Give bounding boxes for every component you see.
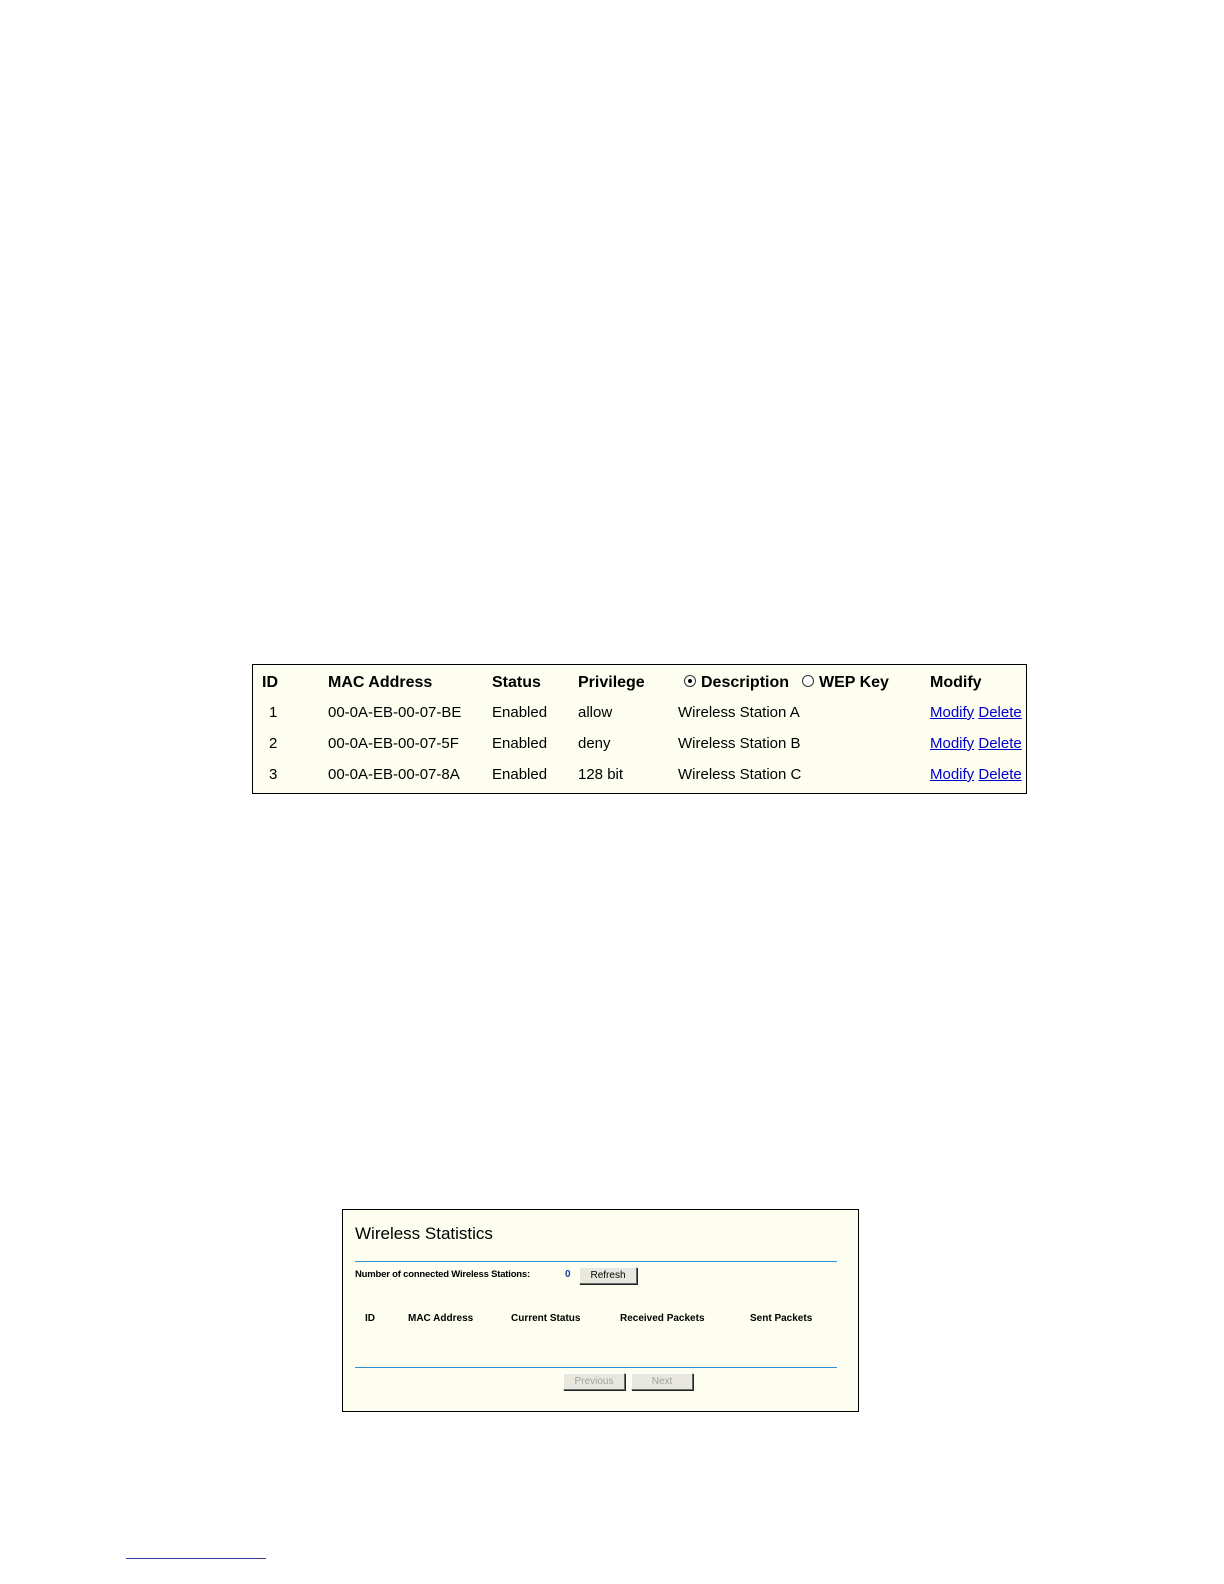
page-title: Wireless Statistics [355, 1224, 493, 1243]
wep-key-radio-label: WEP Key [819, 674, 889, 691]
mac-filter-table [252, 664, 1027, 794]
wireless-statistics-panel [342, 1209, 859, 1412]
row-id: 2 [269, 735, 278, 752]
col-header-modify: Modify [930, 674, 982, 691]
row-privilege: 128 bit [578, 766, 624, 783]
table-bottom-divider [355, 1367, 837, 1368]
row-mac-address: 00-0A-EB-00-07-BE [328, 704, 462, 721]
connected-stations-count: 0 [565, 1269, 571, 1280]
col-header-id: ID [262, 674, 278, 691]
row-status: Enabled [492, 735, 548, 752]
row-description: Wireless Station A [678, 704, 800, 721]
row-actions [930, 703, 1022, 723]
modify-link[interactable]: Modify [930, 704, 975, 721]
delete-link[interactable]: Delete [978, 735, 1022, 752]
row-privilege: deny [578, 735, 611, 752]
row-actions [930, 734, 1022, 754]
delete-link[interactable]: Delete [978, 766, 1022, 783]
stats-col-header-current-status: Current Status [511, 1313, 581, 1324]
table-row [253, 734, 1026, 754]
stats-col-header-received-packets: Received Packets [620, 1313, 705, 1324]
refresh-button[interactable]: Refresh [579, 1267, 637, 1284]
row-id: 1 [269, 704, 278, 721]
wep-key-radio[interactable] [802, 675, 814, 687]
row-description: Wireless Station B [678, 735, 801, 752]
row-status: Enabled [492, 704, 548, 721]
col-header-mac-address: MAC Address [328, 674, 433, 691]
next-button[interactable]: Next [631, 1373, 693, 1390]
description-radio[interactable] [684, 675, 696, 687]
connected-stations-label: Number of connected Wireless Stations: [355, 1269, 530, 1280]
row-mac-address: 00-0A-EB-00-07-5F [328, 735, 459, 752]
footnote-divider [126, 1558, 266, 1559]
table-row [253, 765, 1026, 785]
row-actions [930, 765, 1022, 785]
modify-link[interactable]: Modify [930, 735, 975, 752]
table-row [253, 703, 1026, 723]
col-header-privilege: Privilege [578, 674, 645, 691]
row-id: 3 [269, 766, 278, 783]
row-privilege: allow [578, 704, 613, 721]
previous-button[interactable]: Previous [563, 1373, 625, 1390]
modify-link[interactable]: Modify [930, 766, 975, 783]
stats-col-header-id: ID [365, 1313, 375, 1324]
delete-link[interactable]: Delete [978, 704, 1022, 721]
row-mac-address: 00-0A-EB-00-07-8A [328, 766, 460, 783]
table-header-row [253, 673, 1026, 693]
stats-col-header-mac-address: MAC Address [408, 1313, 474, 1324]
row-status: Enabled [492, 766, 548, 783]
col-header-status: Status [492, 674, 541, 691]
description-radio-option[interactable] [684, 673, 789, 693]
description-radio-label: Description [701, 674, 790, 691]
wep-key-radio-option[interactable] [802, 673, 889, 693]
title-divider [355, 1261, 837, 1262]
stats-col-header-sent-packets: Sent Packets [750, 1313, 813, 1324]
row-description: Wireless Station C [678, 766, 802, 783]
